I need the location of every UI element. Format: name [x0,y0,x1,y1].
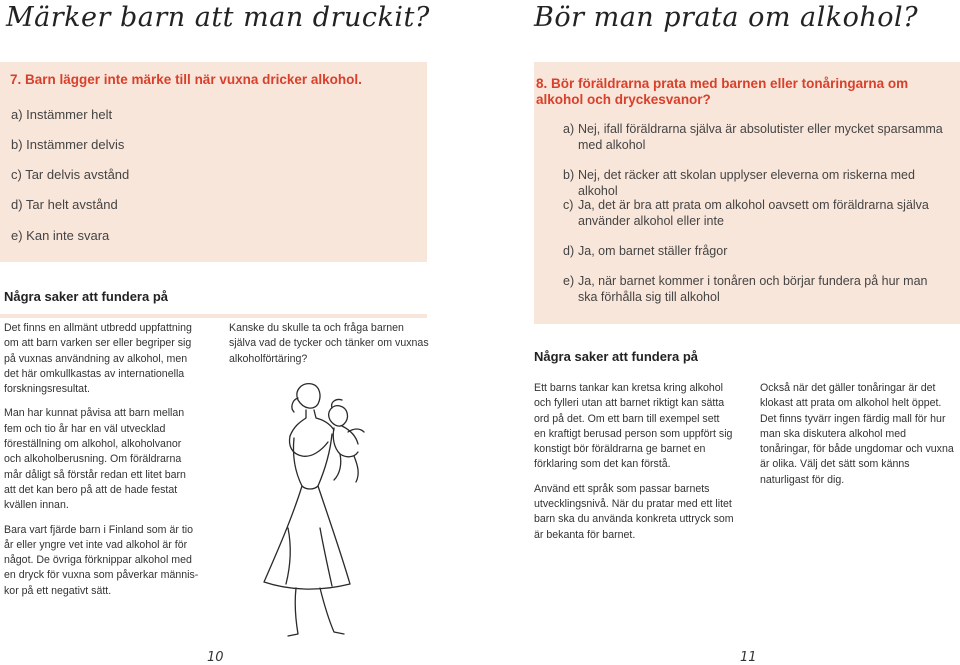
left-option-c: c) Tar delvis avstånd [11,167,130,182]
right-option-b-text: Nej, det räcker att skolan upplyser eleverna om riskerna med alkohol [578,168,915,198]
right-page-number: 11 [740,650,757,665]
right-option-e [563,273,948,305]
right-option-a-text: Nej, ifall föräldrarna själva är absolutister eller mycket sparsamma med alkohol [578,122,943,152]
right-option-c-letter: c) [563,198,574,212]
right-question-panel [534,62,960,324]
right-option-c-text: Ja, det är bra att prata om alkohol oavsett om föräldrarna själva använder alkohol eller inte [578,198,929,228]
right-paragraph-2: Använd ett språk som passar barnets utvecklingsnivå. När du pratar med ett litet barn ska du använda konkreta uttryck som är bekanta för barnet. [534,482,734,541]
right-paragraph-1: Ett barns tankar kan kretsa kring alkohol och fylleri utan att barnet riktigt kan sätta ord på det. Om ett barn till exempel sett en kraftigt berusad person som uppfört sig konstigt bör föräldrarna ge barnet en förklaring som det kan förstå. [534,382,733,471]
right-option-b-letter: b) [563,168,575,182]
left-paragraph-2: Man har kunnat påvisa att barn mellan fem och tio år har en väl utvecklad föreställning om alkohol, alkoholvanor och alkoholberusning. Om föräldrarna mår dåligt så förstår redan ett litet barn att det kan bero på att de hade festat kvällen innan. [4,407,186,512]
left-column-1 [4,321,199,608]
right-option-a [563,121,948,153]
right-column-2: Också när det gäller tonåringar är det klokast att prata om alkohol helt öppet. Det finns tyvärr ingen färdig mall för hur man ska diskutera alkohol med tonåringar, för både ungdomar och vuxna är olika. Välj det sätt som känns naturligast för dig. [760,382,954,486]
left-page-number: 10 [207,650,224,665]
right-option-a-letter: a) [563,122,575,136]
right-question: 8. Bör föräldrarna prata med barnen eller tonåringarna om alkohol och dryckesvanor? [536,76,909,107]
left-option-a: a) Instämmer helt [11,107,113,122]
left-question-panel [0,62,427,262]
mother-child-illustration [258,378,408,640]
left-column-2: Kanske du skulle ta och fråga barnen själva vad de tycker och tänker om vuxnas alkoholförtäring? [229,322,429,365]
right-page-title: Bör man prata om alkohol? [534,2,919,33]
left-paragraph-1: Det finns en allmänt utbredd uppfattning om att barn varken ser eller begriper sig på vuxnas användning av alkohol, men det här omkullkastas av internationella forskningsresultat. [4,322,192,396]
right-option-d-letter: d) [563,244,575,258]
left-question: 7. Barn lägger inte märke till när vuxna dricker alkohol. [10,72,362,87]
right-option-c [563,197,948,229]
left-subheading: Några saker att fundera på [4,289,169,304]
left-divider-band [0,314,427,318]
left-option-b: b) Instämmer delvis [11,137,125,152]
right-option-d-text: Ja, om barnet ställer frågor [578,244,728,258]
right-option-b [563,167,948,199]
left-paragraph-3: Bara vart fjärde barn i Finland som är tio år eller yngre vet inte vad alkohol är för något. De övriga förknippar alkohol med en dryck för vuxna som påverkar männis-kor på ett negativt sätt. [4,523,199,597]
right-option-e-text: Ja, när barnet kommer i tonåren och börjar fundera på hur man ska förhålla sig till alkohol [578,274,928,304]
left-option-e: e) Kan inte svara [11,228,110,243]
right-option-e-letter: e) [563,274,575,288]
right-column-1 [534,381,734,552]
right-subheading: Några saker att fundera på [534,349,699,364]
left-page-title: Märker barn att man druckit? [6,2,430,33]
left-option-d: d) Tar helt avstånd [11,197,118,212]
right-option-d [563,243,948,259]
